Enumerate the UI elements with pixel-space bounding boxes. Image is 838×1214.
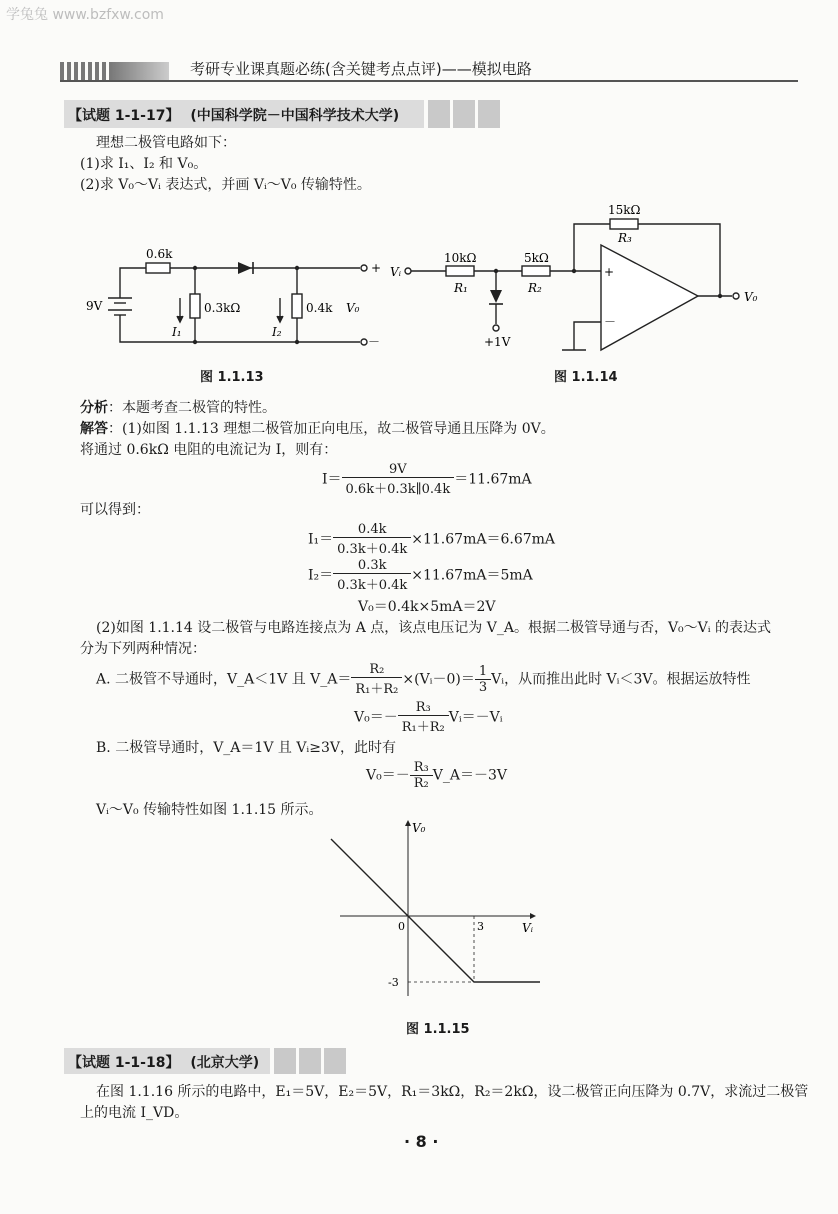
eq-a-rhs: Vᵢ＝－Vᵢ (448, 709, 503, 726)
case-a-f2-den: 3 (478, 680, 488, 695)
fig13-i1: I₁ (172, 325, 182, 339)
origin-label: 0 (398, 920, 405, 933)
eq-b-num: R₃ (410, 760, 433, 776)
q18-line1: 在图 1.1.16 所示的电路中，E₁＝5V，E₂＝5V，R₁＝3kΩ，R₂＝2kΩ，设二极管正向压降为 0.7V，求流过二极管 (96, 1084, 809, 1100)
y-axis-arrow (405, 820, 411, 826)
answer-line-1 (80, 419, 555, 439)
fig13-plus: + (371, 261, 382, 275)
eq-case-a (354, 700, 503, 735)
x-axis-label: Vᵢ (522, 921, 534, 935)
eq-i1-den: 0.3k＋0.4k (337, 542, 408, 557)
eq-b-lhs: V₀＝－ (366, 767, 410, 784)
fig13-r-series: 0.6k (146, 247, 173, 261)
figure-1-1-13 (80, 240, 380, 360)
fig14-vi: Vᵢ (390, 265, 402, 279)
watermark: 学兔兔 www.bzfxw.com (6, 7, 164, 23)
case-a-f2-num: 1 (475, 664, 491, 680)
eq-current-i (322, 462, 532, 497)
eq-i1-lhs: I₁＝ (308, 531, 334, 548)
analysis-line (80, 398, 276, 418)
answer-part2-line2: 分为下列两种情况： (80, 641, 206, 657)
fig13-r2: 0.4k (306, 301, 333, 315)
eq-current-i2 (308, 558, 533, 593)
fig14-r2-name: R₂ (528, 281, 542, 295)
eq-i2-fraction (333, 558, 411, 593)
fig13-minus: － (368, 335, 381, 349)
answer-line-2: 将通过 0.6kΩ 电阻的电流记为 I，则有： (80, 442, 338, 458)
title-decoration-2 (274, 1048, 346, 1074)
eq-vo: V₀＝0.4k×5mA＝2V (358, 599, 496, 615)
q17-part2: (2)求 V₀～Vᵢ 表达式，并画 Vᵢ～V₀ 传输特性。 (80, 177, 371, 193)
case-a-f1-num: R₂ (351, 662, 402, 678)
eq-i-rhs: ＝11.67mA (454, 471, 532, 488)
fig14-r2-val: 5kΩ (524, 251, 549, 265)
question-17-tag: 【试题 1-1-17】 (68, 108, 180, 124)
eq-a-num: R₃ (398, 700, 449, 716)
figure-1-1-13-caption: 图 1.1.13 (200, 370, 264, 385)
eq-i1-fraction (333, 522, 411, 557)
fig14-r1-name: R₁ (454, 281, 468, 295)
case-a-line (96, 662, 750, 697)
question-17-heading (68, 105, 399, 125)
eq-i-fraction (342, 462, 455, 497)
eq-i-den: 0.6k＋0.3k∥0.4k (345, 482, 451, 497)
fig13-r1: 0.3kΩ (204, 301, 241, 315)
case-a-fraction-2 (475, 664, 491, 695)
header-rule (60, 80, 798, 82)
eq-a-fraction (398, 700, 449, 735)
eq-b-fraction (410, 760, 433, 791)
transfer-curve (331, 839, 540, 982)
case-a-post: Vᵢ，从而推出此时 Vᵢ＜3V。根据运放特性 (491, 671, 751, 688)
fig14-vo: V₀ (744, 290, 758, 304)
fig14-in-minus: － (604, 315, 617, 329)
fig14-r1-val: 10kΩ (444, 251, 477, 265)
figure-1-1-14-caption: 图 1.1.14 (554, 370, 618, 385)
eq-i1-rhs: ×11.67mA＝6.67mA (411, 531, 556, 548)
q17-part1: (1)求 I₁、I₂ 和 V₀。 (80, 156, 208, 172)
x-tick-label: 3 (477, 920, 484, 933)
question-18-source: (北京大学) (190, 1055, 260, 1071)
figure-1-1-15-chart (330, 818, 540, 1003)
eq-case-b (366, 760, 507, 791)
figure-1-1-14 (386, 200, 796, 355)
question-18-tag: 【试题 1-1-18】 (68, 1055, 180, 1071)
answer-line-3: 可以得到： (80, 502, 150, 518)
page-number: · 8 · (404, 1132, 439, 1151)
question-18-heading (68, 1052, 259, 1072)
header-decoration (60, 62, 169, 80)
transfer-line: Vᵢ～V₀ 传输特性如图 1.1.15 所示。 (96, 802, 323, 818)
eq-i1-num: 0.4k (333, 522, 411, 538)
eq-b-den: R₂ (413, 776, 429, 791)
eq-i2-lhs: I₂＝ (308, 567, 334, 584)
fig13-vo: V₀ (346, 301, 360, 315)
case-b-line: B. 二极管导通时，V_A＝1V 且 Vᵢ≥3V，此时有 (96, 740, 397, 756)
fig14-r3-name: R₃ (618, 231, 632, 245)
case-a-fraction-1 (351, 662, 402, 697)
eq-b-rhs: V_A＝－3V (432, 767, 507, 784)
eq-i2-den: 0.3k＋0.4k (337, 578, 408, 593)
fig14-r3-val: 15kΩ (608, 203, 641, 217)
fig13-i2: I₂ (272, 325, 282, 339)
answer-label: 解答 (80, 421, 108, 437)
q18-line2: 上的电流 I_VD。 (80, 1105, 189, 1121)
fig14-in-plus: + (604, 265, 615, 279)
y-axis-label: V₀ (412, 821, 426, 835)
eq-a-lhs: V₀＝－ (354, 709, 398, 726)
x-axis-arrow (530, 913, 536, 919)
analysis-text: ：本题考查二极管的特性。 (108, 400, 276, 416)
figure-1-1-15-caption: 图 1.1.15 (406, 1022, 470, 1037)
fig13-battery: 9V (86, 299, 103, 313)
case-a-f1-den: R₁＋R₂ (355, 682, 399, 697)
analysis-label: 分析 (80, 400, 108, 416)
case-a-mid: ×(Vᵢ－0)＝ (402, 671, 475, 688)
eq-i2-rhs: ×11.67mA＝5mA (411, 567, 533, 584)
answer-text-1: ：(1)如图 1.1.13 理想二极管加正向电压，故二极管导通且压降为 0V。 (108, 421, 555, 437)
eq-i2-num: 0.3k (333, 558, 411, 574)
title-decoration (428, 100, 500, 128)
eq-current-i1 (308, 522, 555, 557)
eq-i-lhs: I＝ (322, 471, 342, 488)
case-a-pre: A. 二极管不导通时，V_A＜1V 且 V_A＝ (96, 671, 352, 688)
fig14-bias: +1V (484, 335, 511, 349)
question-17-source: (中国科学院－中国科学技术大学) (190, 108, 400, 124)
eq-i-num: 9V (342, 462, 455, 478)
eq-a-den: R₁＋R₂ (401, 720, 445, 735)
header-title: 考研专业课真题必练(含关键考点点评)——模拟电路 (190, 60, 532, 78)
answer-part2-line1: (2)如图 1.1.14 设二极管与电路连接点为 A 点，该点电压记为 V_A。根据二极管导通与否，V₀～Vᵢ 的表达式 (96, 620, 772, 636)
y-tick-label: -3 (388, 976, 399, 989)
q17-intro: 理想二极管电路如下： (96, 135, 236, 151)
